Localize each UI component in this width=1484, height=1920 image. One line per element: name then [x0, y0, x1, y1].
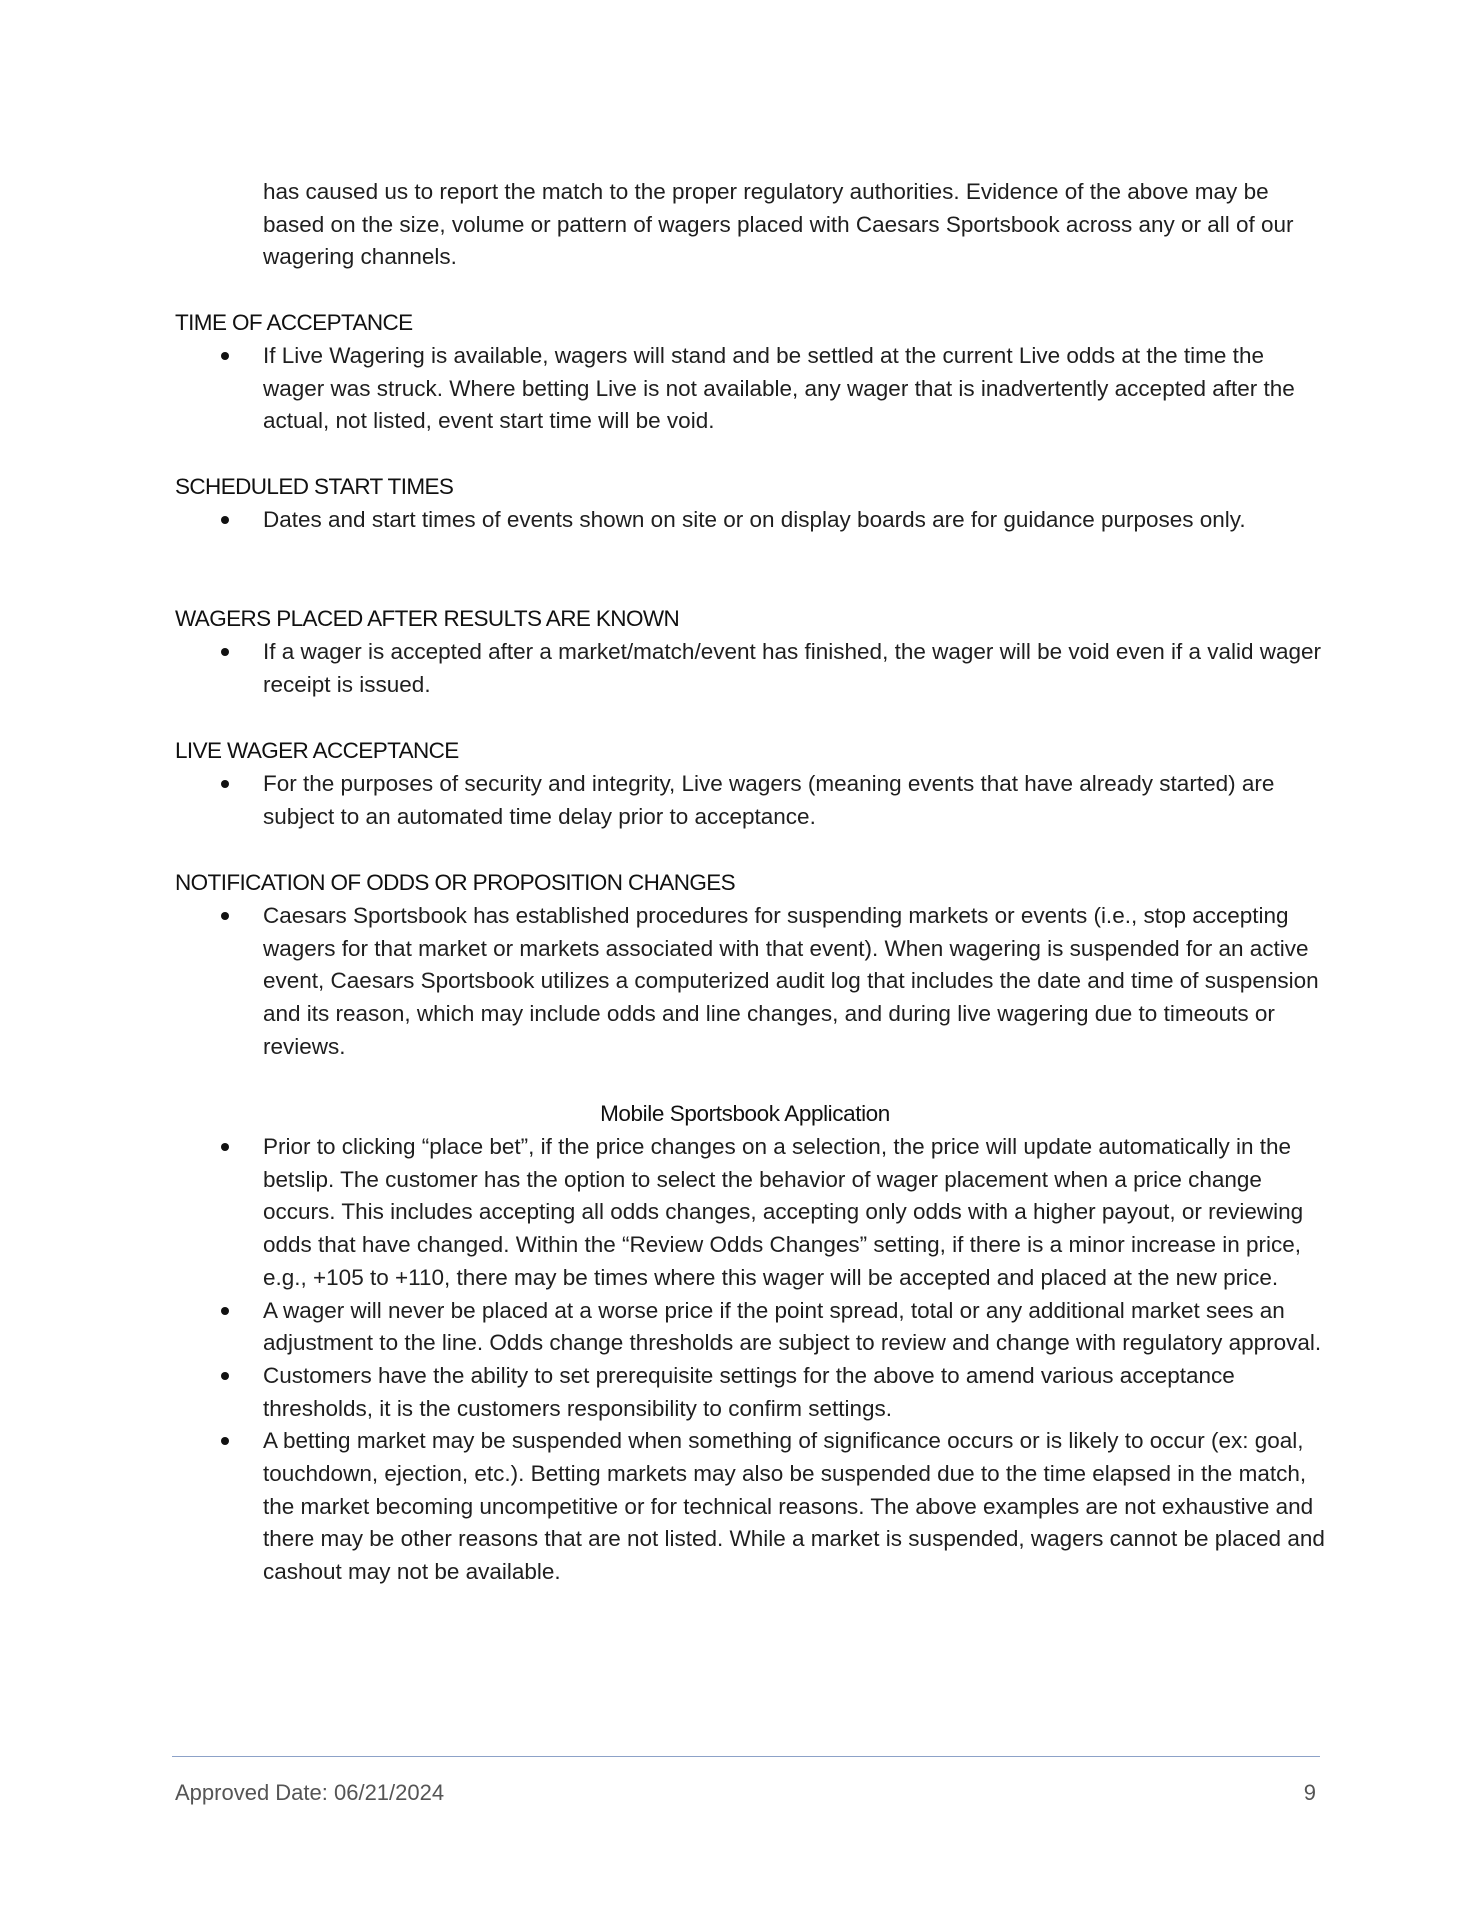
list-item	[175, 1360, 1325, 1425]
bullet-text: If Live Wagering is available, wagers will stand and be settled at the current Live odds at the time the wager was struck. Where betting Live is not available, any wager that is inadvertently accepted after the actual, not listed, event start time will be void.	[263, 343, 1295, 434]
list-scheduled-start-times	[175, 504, 1325, 537]
bullet-icon	[221, 1372, 229, 1380]
list-wagers-after-results	[175, 636, 1325, 701]
bullet-icon	[221, 1143, 229, 1151]
heading-time-of-acceptance: TIME OF ACCEPTANCE	[175, 310, 413, 335]
bullet-text: A wager will never be placed at a worse price if the point spread, total or any additional market sees an adjustment to the line. Odds change thresholds are subject to review and change with regulatory approval.	[263, 1297, 1322, 1356]
list-item	[175, 1425, 1325, 1589]
list-item	[175, 636, 1325, 701]
bullet-icon	[221, 648, 229, 656]
list-item	[175, 504, 1325, 537]
list-notification-of-odds-changes	[175, 900, 1325, 1064]
heading-wagers-after-results: WAGERS PLACED AFTER RESULTS ARE KNOWN	[175, 606, 680, 631]
list-item	[175, 340, 1325, 438]
intro-paragraph: has caused us to report the match to the proper regulatory authorities. Evidence of the above may be based on the size, volume or pattern of wagers placed with Caesars Sportsbook across any or all of our wagering channels.	[263, 179, 1294, 270]
list-mobile-sportsbook-application	[175, 1131, 1325, 1589]
bullet-icon	[221, 352, 229, 360]
heading-live-wager-acceptance: LIVE WAGER ACCEPTANCE	[175, 738, 459, 763]
bullet-icon	[221, 1437, 229, 1445]
bullet-icon	[221, 780, 229, 788]
footer-approved-date: Approved Date: 06/21/2024	[175, 1780, 445, 1805]
list-item	[175, 900, 1325, 1064]
bullet-text: For the purposes of security and integrity, Live wagers (meaning events that have already started) are subject to an automated time delay prior to acceptance.	[263, 771, 1275, 829]
bullet-text: Customers have the ability to set prerequisite settings for the above to amend various acceptance thresholds, it is the customers responsibility to confirm settings.	[263, 1362, 1235, 1421]
list-item	[175, 768, 1325, 833]
bullet-icon	[221, 912, 229, 920]
list-item	[175, 1131, 1325, 1295]
heading-notification-of-odds-changes: NOTIFICATION OF ODDS OR PROPOSITION CHANGES	[175, 870, 736, 895]
list-live-wager-acceptance	[175, 768, 1325, 833]
bullet-text: Caesars Sportsbook has established procedures for suspending markets or events (i.e., stop accepting wagers for that market or markets associated with that event). When wagering is suspended for an active event, Caesars Sportsbook utilizes a computerized audit log that includes the date and time of suspension and its reason, which may include odds and line changes, and during live wagering due to timeouts or reviews.	[263, 903, 1319, 1059]
bullet-text: If a wager is accepted after a market/match/event has finished, the wager will be void even if a valid wager receipt is issued.	[263, 639, 1322, 697]
footer-page-number: 9	[1303, 1780, 1316, 1805]
bullet-text: Dates and start times of events shown on site or on display boards are for guidance purposes only.	[263, 507, 1246, 532]
heading-mobile-sportsbook-application: Mobile Sportsbook Application	[600, 1101, 890, 1126]
list-time-of-acceptance	[175, 340, 1325, 438]
bullet-text: Prior to clicking “place bet”, if the price changes on a selection, the price will update automatically in the betslip. The customer has the option to select the behavior of wager placement when a price change occurs. This includes accepting all odds changes, accepting only odds with a higher payout, or reviewing odds that have changed. Within the “Review Odds Changes” setting, if there is a minor increase in price, e.g., +105 to +110, there may be times where this wager will be accepted and placed at the new price.	[263, 1134, 1304, 1290]
list-item	[175, 1295, 1325, 1360]
bullet-icon	[221, 516, 229, 524]
heading-scheduled-start-times: SCHEDULED START TIMES	[175, 474, 454, 499]
footer-divider	[172, 1756, 1320, 1757]
bullet-icon	[221, 1307, 229, 1315]
bullet-text: A betting market may be suspended when something of significance occurs or is likely to occur (ex: goal, touchdown, ejection, etc.). Betting markets may also be suspended due to the time elapsed in the match, the market becoming uncompetitive or for technical reasons. The above examples are not exhaustive and there may be other reasons that are not listed. While a market is suspended, wagers cannot be placed and cashout may not be available.	[263, 1428, 1325, 1585]
